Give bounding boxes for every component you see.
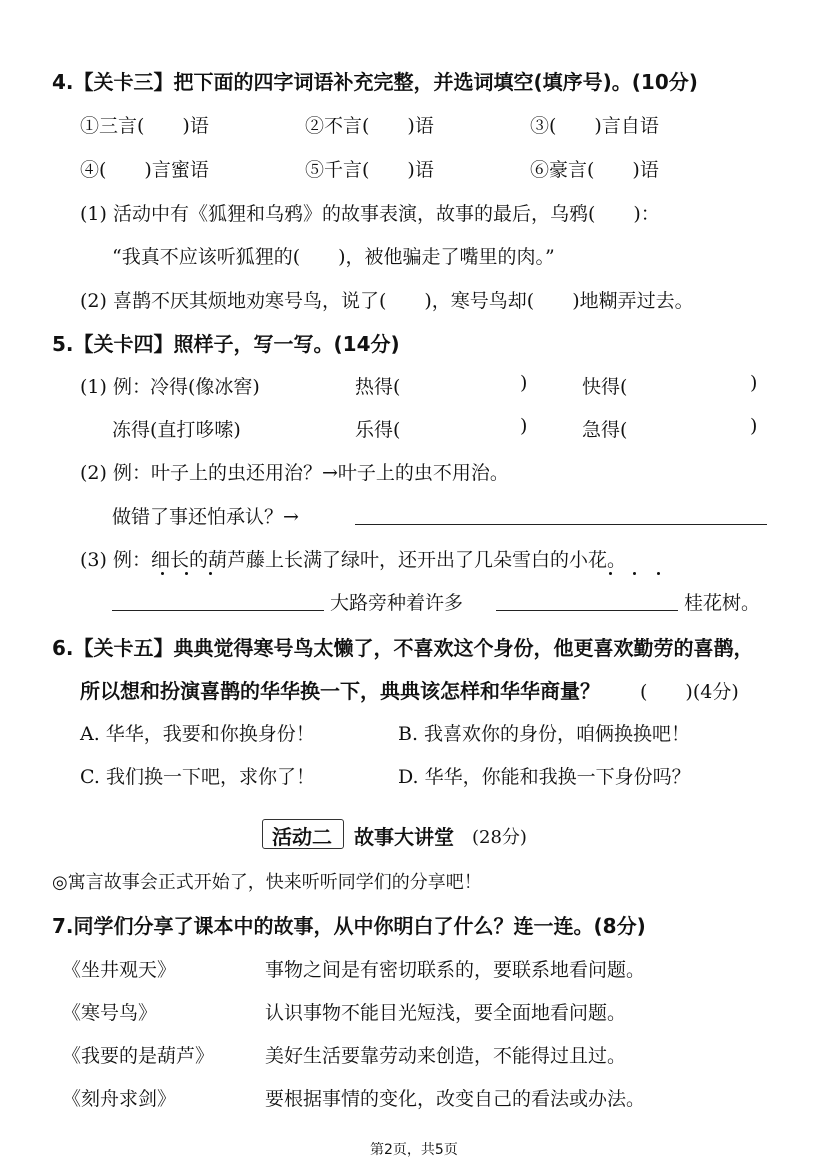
q5-ex1-label: (1) 例： [80, 376, 151, 398]
activity-score: (28分) [472, 827, 527, 848]
emphasis-dot [633, 572, 636, 575]
q5-ex3-blank-2[interactable] [496, 610, 678, 611]
emphasis-dot [209, 572, 212, 575]
q6-option-b: B. 我喜欢你的身份，咱俩换换吧！ [398, 723, 691, 745]
q4-item-3: ③( )言自语 [530, 115, 659, 137]
q4-item-5: ⑤千言( )语 [305, 159, 434, 181]
emphasis-dot [185, 572, 188, 575]
activity-intro: ◎寓言故事会正式开始了，快来听听同学们的分享吧！ [52, 872, 482, 893]
q5-paren: ) [750, 415, 758, 437]
q5-happy: 乐得( [355, 419, 401, 441]
q7-moral-2[interactable]: 认识事物不能目光短浅，要全面地看问题。 [265, 1002, 627, 1024]
activity-tag: 活动二 [272, 825, 332, 849]
q6-line2: 所以想和扮演喜鹊的华华换一下，典典该怎样和华华商量？ [80, 679, 600, 703]
q4-sub1-line2: “我真不应该听狐狸的( )，被他骗走了嘴里的肉。” [112, 246, 555, 268]
q7-title: 7.同学们分享了课本中的故事，从中你明白了什么？连一连。(8分) [52, 914, 646, 938]
q6-answer-blank[interactable]: ( )(4分) [640, 681, 739, 703]
q5-ex2: (2) 例：叶子上的虫还用治？→叶子上的虫不用治。 [80, 462, 509, 484]
q6-option-c: C. 我们换一下吧，求你了！ [80, 766, 315, 788]
q5-fast: 快得( [582, 376, 628, 398]
q4-sub2: (2) 喜鹊不厌其烦地劝寒号鸟，说了( )，寒号鸟却( )地糊弄过去。 [80, 290, 694, 312]
q4-item-6: ⑥豪言( )语 [530, 159, 659, 181]
q4-item-4: ④( )言蜜语 [80, 159, 209, 181]
q5-ex3-blank-1[interactable] [112, 610, 324, 611]
q5-ex2-prompt: 做错了事还怕承认？→ [112, 506, 299, 528]
q4-item-1: ①三言( )语 [80, 115, 209, 137]
activity-title: 故事大讲堂 [354, 825, 454, 849]
q5-paren: ) [520, 415, 528, 437]
q5-freeze-sample: 冻得(直打哆嗦) [112, 419, 241, 441]
q5-title: 5.【关卡四】照样子，写一写。(14分) [52, 332, 400, 356]
q5-paren: ) [520, 372, 528, 394]
q7-story-3[interactable]: 《我要的是葫芦》 [62, 1045, 215, 1067]
q7-moral-4[interactable]: 要根据事情的变化，改变自己的看法或办法。 [265, 1088, 646, 1110]
q7-story-1[interactable]: 《坐井观天》 [62, 959, 177, 981]
q6-option-a: A. 华华，我要和你换身份！ [80, 723, 315, 745]
q4-title: 4.【关卡三】把下面的四字词语补充完整，并选词填空(填序号)。(10分) [52, 70, 698, 94]
q5-ex3-end: 桂花树。 [684, 592, 761, 614]
q7-moral-1[interactable]: 事物之间是有密切联系的，要联系地看问题。 [265, 959, 646, 981]
page-number: 第2页，共5页 [370, 1142, 458, 1158]
q7-moral-3[interactable]: 美好生活要靠劳动来创造，不能得过且过。 [265, 1045, 627, 1067]
q5-urgent: 急得( [582, 419, 628, 441]
q7-story-4[interactable]: 《刻舟求剑》 [62, 1088, 177, 1110]
q5-ex1-sample: 冷得(像冰窖) [150, 376, 260, 398]
q7-story-2[interactable]: 《寒号鸟》 [62, 1002, 158, 1024]
q5-paren: ) [750, 372, 758, 394]
emphasis-dot [161, 572, 164, 575]
q6-line1: 6.【关卡五】典典觉得寒号鸟太懒了，不喜欢这个身份，他更喜欢勤劳的喜鹊， [52, 636, 754, 660]
q4-sub1-line1: (1) 活动中有《狐狸和乌鸦》的故事表演，故事的最后，乌鸦( )： [80, 203, 660, 225]
emphasis-dot [657, 572, 660, 575]
q6-option-d: D. 华华，你能和我换一下身份吗？ [398, 766, 691, 788]
emphasis-dot [609, 572, 612, 575]
q5-ex2-answer-line[interactable] [355, 524, 767, 525]
q4-item-2: ②不言( )语 [305, 115, 434, 137]
q5-ex3: (3) 例：细长的葫芦藤上长满了绿叶，还开出了几朵雪白的小花。 [80, 549, 626, 571]
q5-ex3-mid: 大路旁种着许多 [330, 592, 464, 614]
q5-hot: 热得( [355, 376, 401, 398]
